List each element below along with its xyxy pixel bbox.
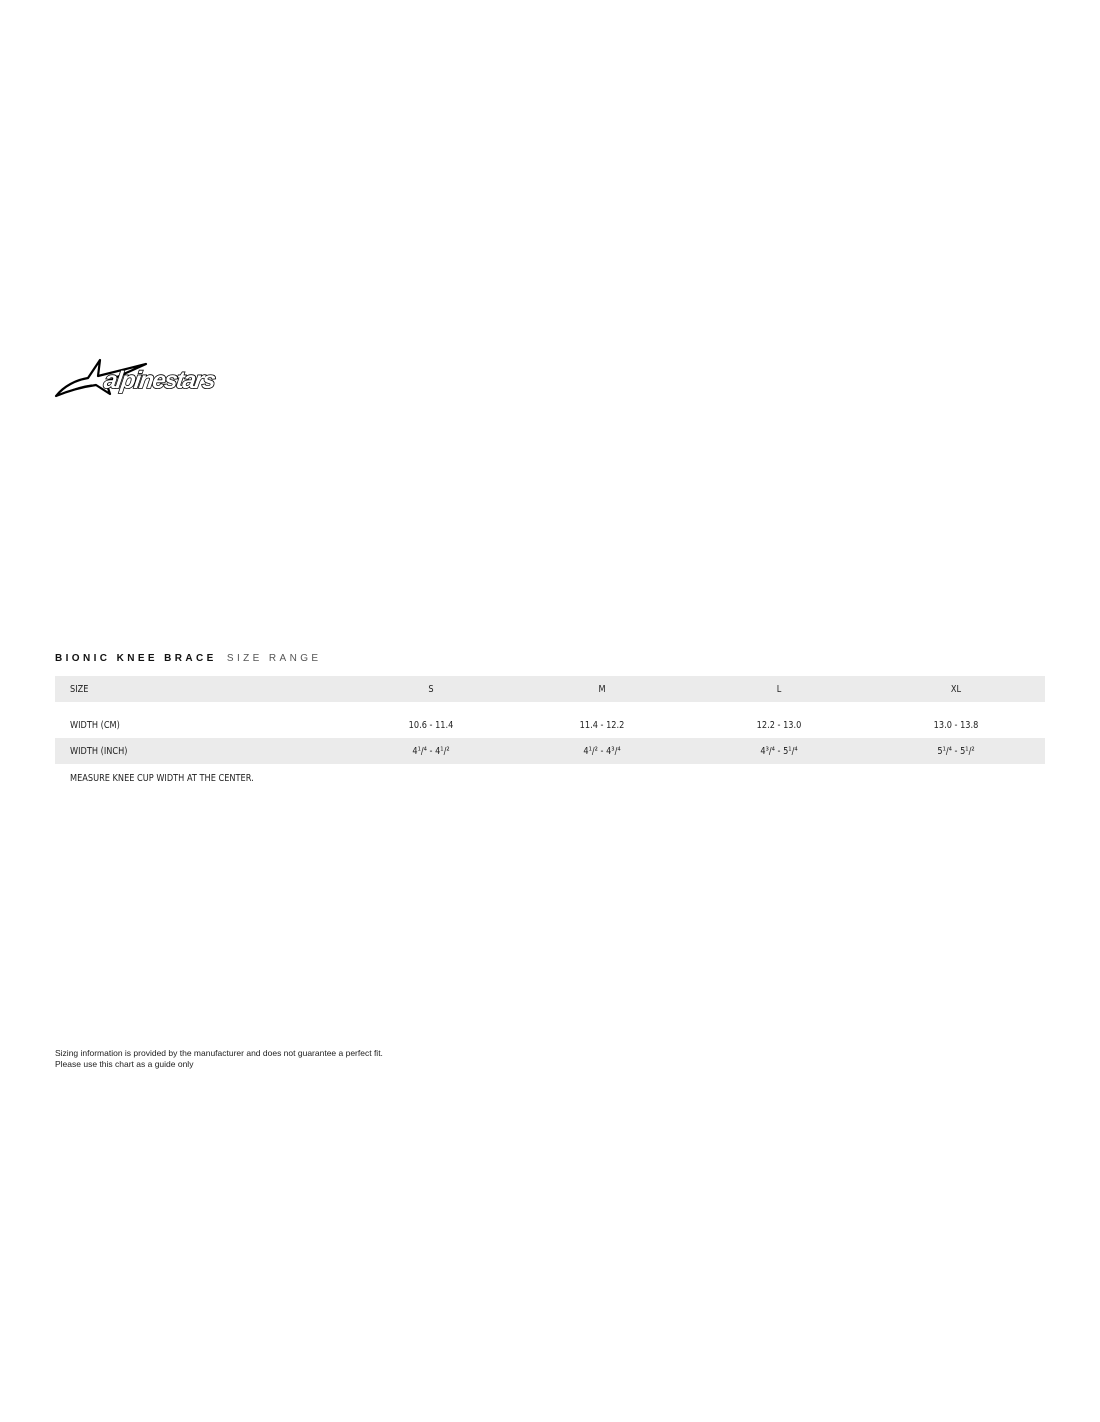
header-size-m: M <box>598 683 606 695</box>
cm-value-xl: 13.0 - 13.8 <box>933 719 979 731</box>
table-row <box>55 738 1045 764</box>
title-suffix: SIZE RANGE <box>226 653 322 664</box>
brand-wordmark: alpinestars <box>102 367 217 394</box>
measure-note: MEASURE KNEE CUP WIDTH AT THE CENTER. <box>70 773 254 784</box>
disclaimer <box>55 1048 383 1070</box>
table-row <box>55 712 1045 738</box>
table-spacer <box>55 702 1045 712</box>
header-size-l: L <box>776 683 782 695</box>
header-size-s: S <box>428 683 434 695</box>
table-header-row <box>55 676 1045 702</box>
inch-value-l: 4³/⁴ - 5¹/⁴ <box>760 745 798 757</box>
disclaimer-line-2: Please use this chart as a guide only <box>55 1059 194 1069</box>
header-size-xl: XL <box>950 683 962 695</box>
disclaimer-line-1: Sizing information is provided by the manufacturer and does not guarantee a perfect fit. <box>55 1048 383 1058</box>
size-table <box>55 676 1045 764</box>
inch-value-s: 4¹/⁴ - 4¹/² <box>412 745 450 757</box>
cm-value-s: 10.6 - 11.4 <box>408 719 454 731</box>
cm-value-l: 12.2 - 13.0 <box>756 719 802 731</box>
inch-value-m: 4¹/² - 4³/⁴ <box>583 745 621 757</box>
inch-value-xl: 5¹/⁴ - 5¹/² <box>937 745 975 757</box>
row-label-inch: WIDTH (INCH) <box>70 745 128 757</box>
brand-logo <box>54 356 244 402</box>
page-title <box>55 653 321 665</box>
header-label: SIZE <box>70 683 89 695</box>
title-product: BIONIC KNEE BRACE <box>55 653 217 664</box>
cm-value-m: 11.4 - 12.2 <box>579 719 625 731</box>
row-label-cm: WIDTH (CM) <box>70 719 120 731</box>
